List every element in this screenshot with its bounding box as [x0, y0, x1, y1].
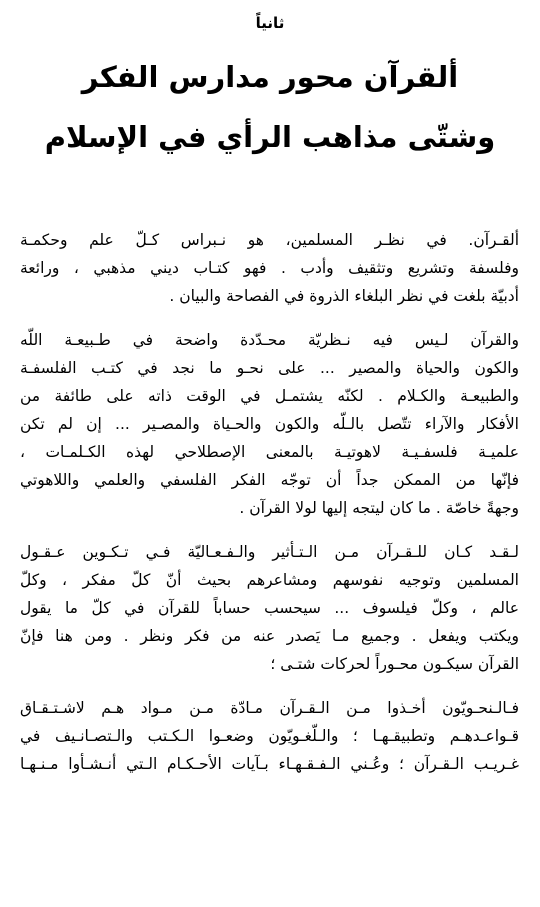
- text-line: والقرآن لـيس فيه نـظريّة محـدّدة واضحة في طـبيعـة اللّه: [20, 331, 519, 349]
- text-line: فـالـنحـويّون أخـذوا مـن الـقـرآن مـادّة مـن مـواد هـم لاشـتـقـاق: [20, 699, 519, 717]
- paragraph: [20, 694, 519, 778]
- body-text: [20, 226, 519, 794]
- section-label: ثانياً: [255, 14, 285, 32]
- paragraph: [20, 538, 519, 678]
- text-line: أدبيّة بلغت في نظر البلغاء الذروة في الفصاحة والبيان .: [169, 287, 519, 305]
- paragraph: [20, 226, 519, 310]
- text-line: ألقـرآن. في نظـر المسلمين، هو نـبراس كـلّ علم وحكمـة: [20, 231, 519, 249]
- text-line: والكون والحياة والمصير ... على نحـو ما نجد في كتـب الفلسفـة: [20, 359, 519, 377]
- text-line: لـقـد كـان للـقـرآن مـن الـتـأثير والـفـعـاليّة فـي تـكـوين عـقـول: [20, 543, 519, 561]
- text-line: وفلسفة وتشريع وتثقيف وأدب . فهو كتـاب ديني مذهبي ، ورائعة: [20, 259, 519, 277]
- text-line: فإنّها من الممكن جداً أن توجّه الفكر الفلسفي والعلمي واللاهوتي: [20, 471, 519, 489]
- text-line: القرآن سيكـون محـوراً لحركات شتـى ؛: [270, 655, 519, 673]
- text-line: المسلمين وتوجيه نفوسهم ومشاعرهم بحيث أنّ كلّ مفكر ، وكلّ: [20, 571, 519, 589]
- paragraph: [20, 326, 519, 522]
- text-line: والطبيعـة والكـلام . لكنّه يشتمـل في الوقت ذاته على طائفة من: [20, 387, 519, 405]
- chapter-title-line-2: وشتّى مذاهب الرأي في الإسلام: [44, 120, 496, 154]
- chapter-title-line-1: ألقرآن محور مدارس الفكر: [81, 60, 459, 94]
- text-line: وجهةً خاصّة . ما كان ليتجه إليها لولا القرآن .: [239, 499, 519, 517]
- text-line: عالم ، وكلّ فيلسوف ... سيحسب حساباً للقرآن في كلّ ما يقول: [20, 599, 519, 617]
- text-line: غـريـب الـقـرآن ؛ وعُـني الـفـقـهـاء بـآيات الأحـكـام الـتي أنـشـأوا مـنـهـا: [20, 755, 519, 773]
- text-line: ويكتب ويفعل . وجميع مـا يَصدر عنه من فكر ونظر . ومن هنا فإنّ: [20, 627, 519, 645]
- text-line: قـواعـدهـم وتطبيقـهـا ؛ والـلّغـويّون وضعـوا الـكـتب والـتصـانـيف في: [20, 727, 519, 745]
- text-line: الأفكار والآراء تتّصل بالـلّه والكون والحـياة والمصـير ... إن لم تكن: [20, 415, 519, 433]
- text-line: علميـة فلسفـيـة لاهوتيـة بالمعنى الإصطلاحي لهذه الكـلمـات ،: [20, 443, 519, 461]
